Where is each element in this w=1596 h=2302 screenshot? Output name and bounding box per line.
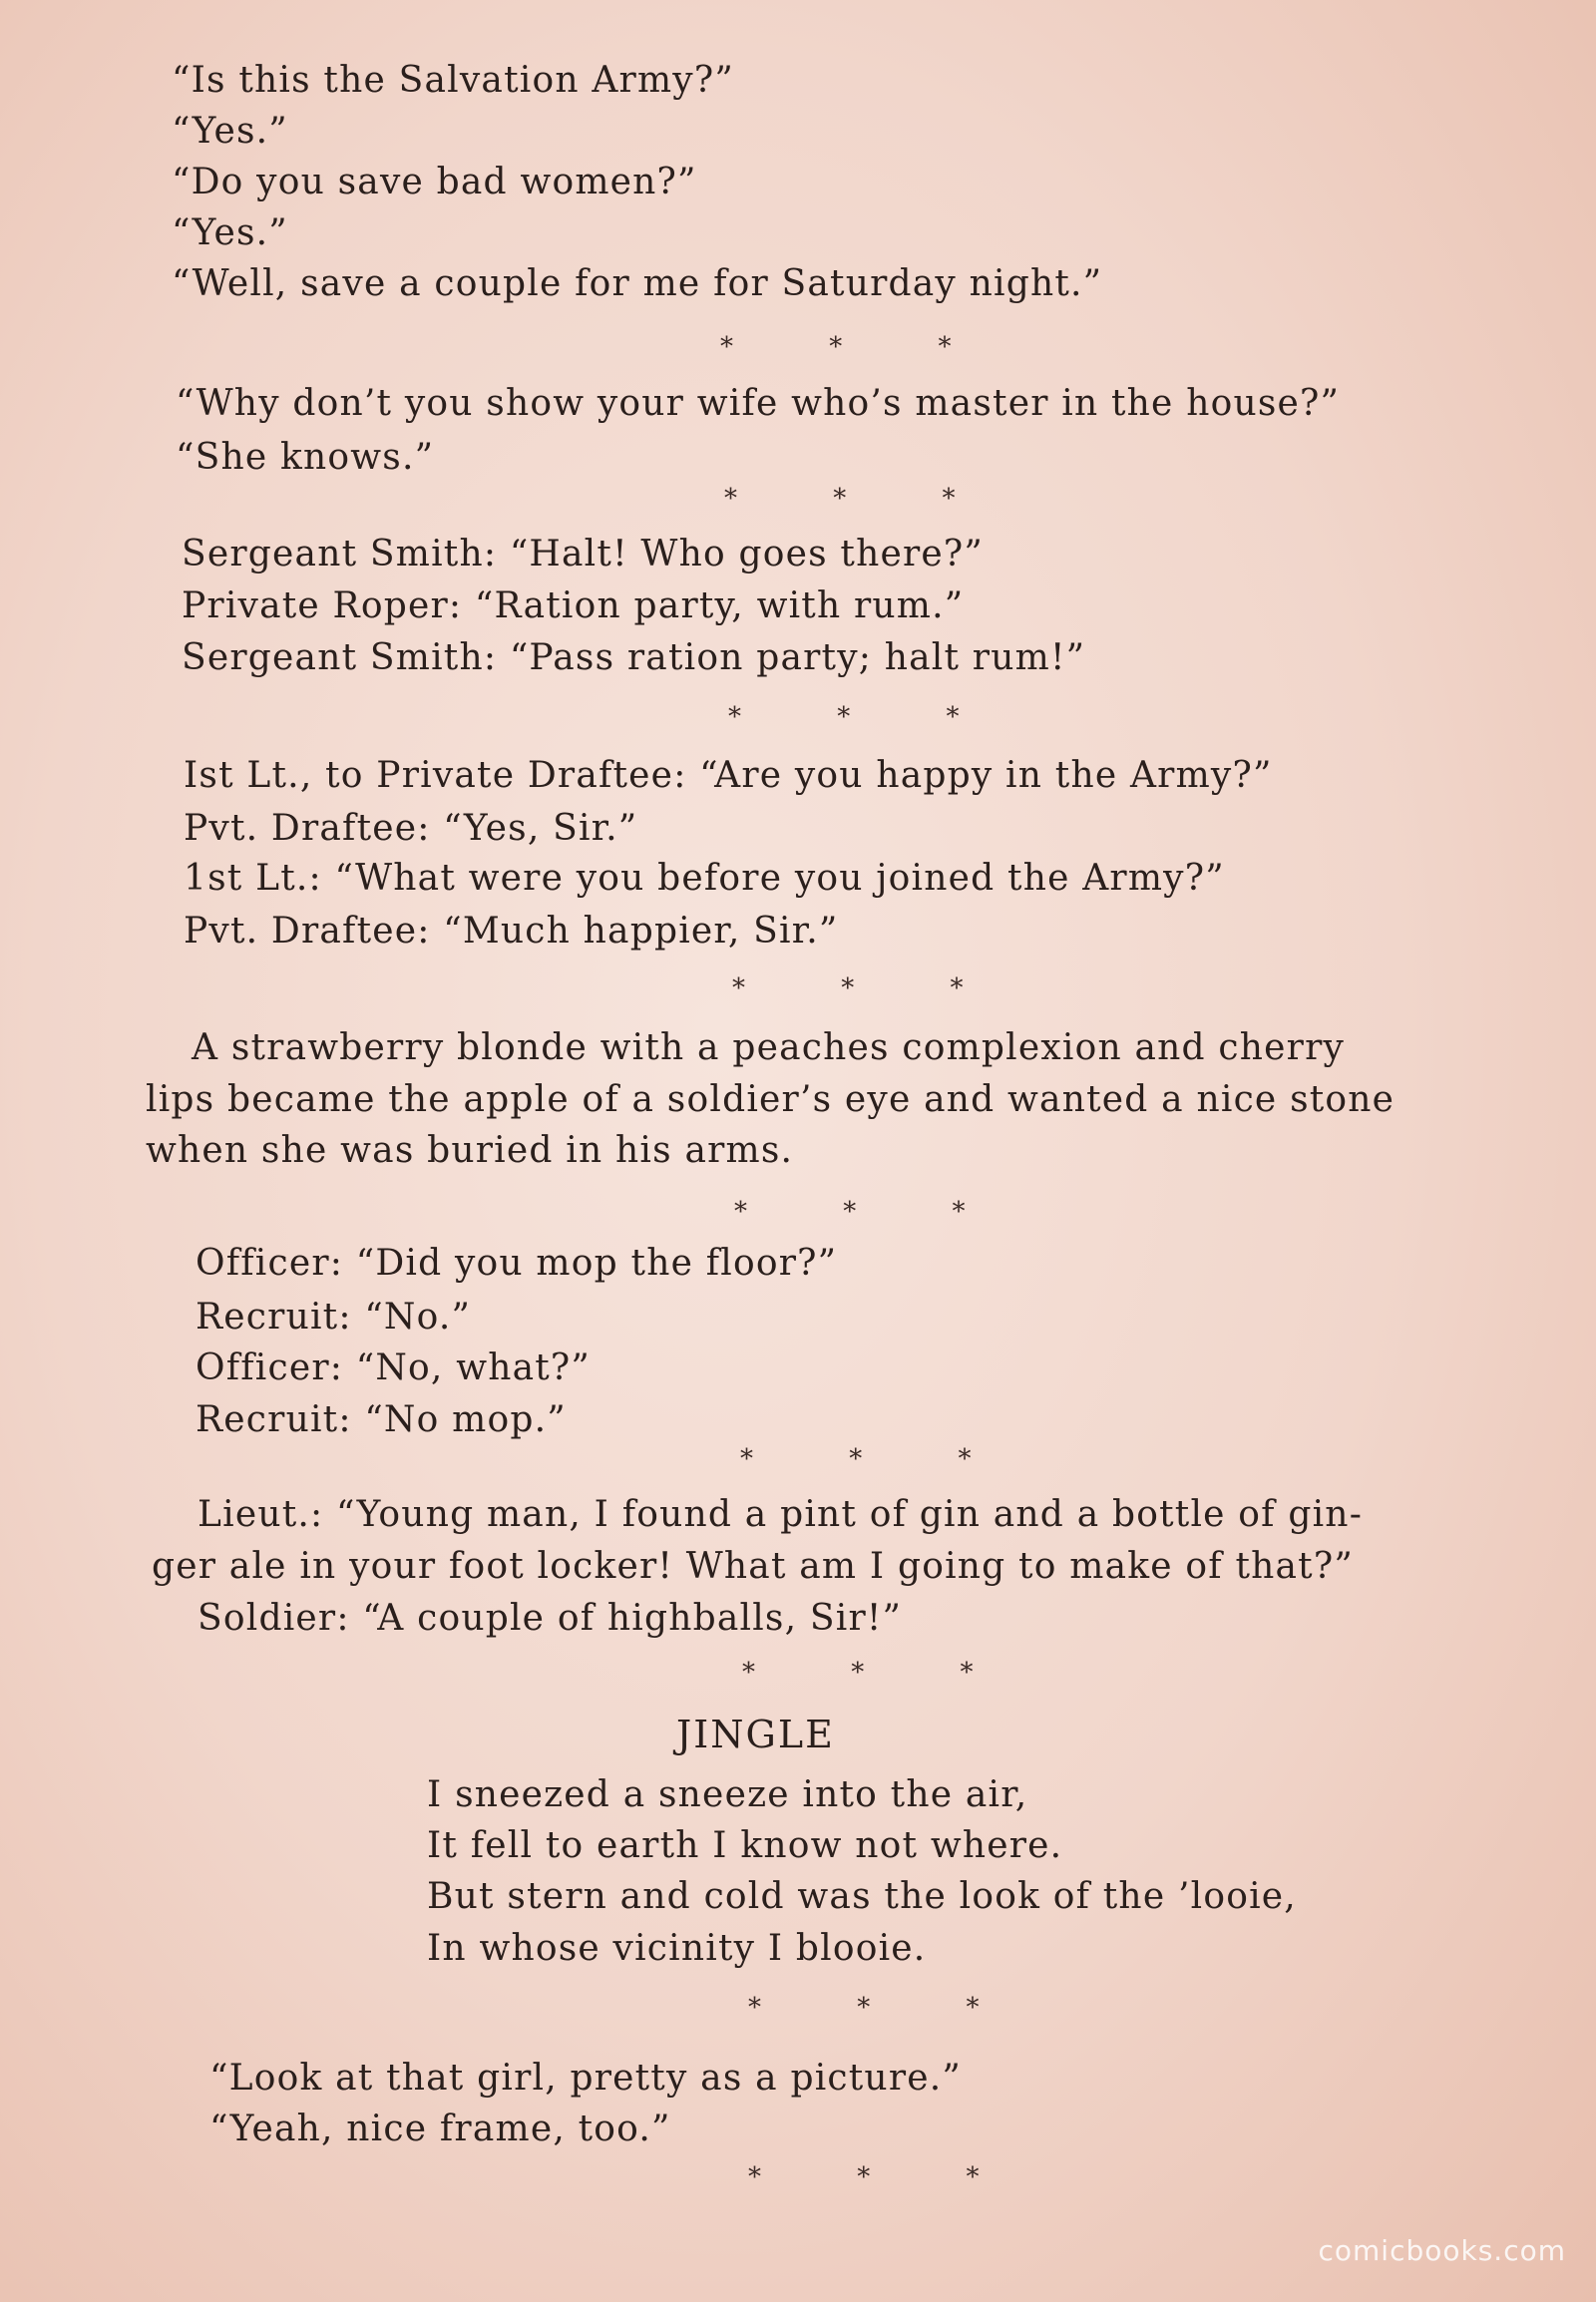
joke6-line1: Officer: “Did you mop the floor?” — [196, 1243, 838, 1284]
joke1-line3: “Do you save bad women?” — [172, 162, 697, 202]
joke4-line1: Ist Lt., to Private Draftee: “Are you happy in the Army?” — [184, 755, 1273, 796]
joke3-line3: Sergeant Smith: “Pass ration party; halt rum!” — [182, 637, 1086, 678]
joke2-line2: “She knows.” — [176, 437, 435, 478]
joke7-line1: Lieut.: “Young man, I found a pint of gin and a bottle of gin- — [198, 1494, 1364, 1535]
joke5-line1: A strawberry blonde with a peaches complexion and cherry — [192, 1027, 1346, 1068]
joke7-line3: Soldier: “A couple of highballs, Sir!” — [198, 1598, 903, 1639]
joke4-line4: Pvt. Draftee: “Much happier, Sir.” — [184, 911, 839, 952]
joke1-line4: “Yes.” — [172, 212, 288, 253]
separator-2: * * * — [724, 484, 999, 514]
separator-4: * * * — [732, 973, 1007, 1003]
joke7-line2: ger ale in your foot locker! What am I going to make of that?” — [152, 1546, 1354, 1587]
site-watermark: comicbooks.com — [1318, 2234, 1566, 2267]
joke6-line2: Recruit: “No.” — [196, 1297, 472, 1338]
separator-7: * * * — [742, 1658, 1017, 1688]
joke4-line2: Pvt. Draftee: “Yes, Sir.” — [184, 808, 638, 849]
separator-5: * * * — [734, 1197, 1009, 1227]
joke1-line1: “Is this the Salvation Army?” — [172, 60, 734, 101]
jingle-line2: It fell to earth I know not where. — [427, 1825, 1063, 1866]
jingle-title: JINGLE — [676, 1713, 835, 1756]
separator-8: * * * — [748, 1993, 1023, 2023]
joke8-line1: “Look at that girl, pretty as a picture.” — [209, 2058, 962, 2099]
joke6-line3: Officer: “No, what?” — [196, 1347, 592, 1388]
separator-9: * * * — [748, 2162, 1023, 2192]
separator-1: * * * — [720, 332, 996, 362]
jingle-line4: In whose vicinity I blooie. — [427, 1928, 927, 1969]
separator-6: * * * — [740, 1444, 1015, 1474]
joke3-line2: Private Roper: “Ration party, with rum.” — [182, 585, 965, 626]
joke4-line3: 1st Lt.: “What were you before you joined the Army?” — [184, 858, 1225, 899]
jingle-line1: I sneezed a sneeze into the air, — [427, 1774, 1028, 1815]
joke3-line1: Sergeant Smith: “Halt! Who goes there?” — [182, 534, 984, 575]
joke5-line3: when she was buried in his arms. — [146, 1130, 794, 1171]
joke5-line2: lips became the apple of a soldier’s eye and wanted a nice stone — [146, 1079, 1396, 1120]
separator-3: * * * — [728, 702, 1003, 732]
jingle-line3: But stern and cold was the look of the ’looie, — [427, 1876, 1297, 1917]
joke2-line1: “Why don’t you show your wife who’s master in the house?” — [176, 383, 1341, 424]
joke1-line5: “Well, save a couple for me for Saturday night.” — [172, 263, 1103, 304]
joke6-line4: Recruit: “No mop.” — [196, 1399, 567, 1440]
joke1-line2: “Yes.” — [172, 111, 288, 152]
joke8-line2: “Yeah, nice frame, too.” — [209, 2109, 671, 2149]
